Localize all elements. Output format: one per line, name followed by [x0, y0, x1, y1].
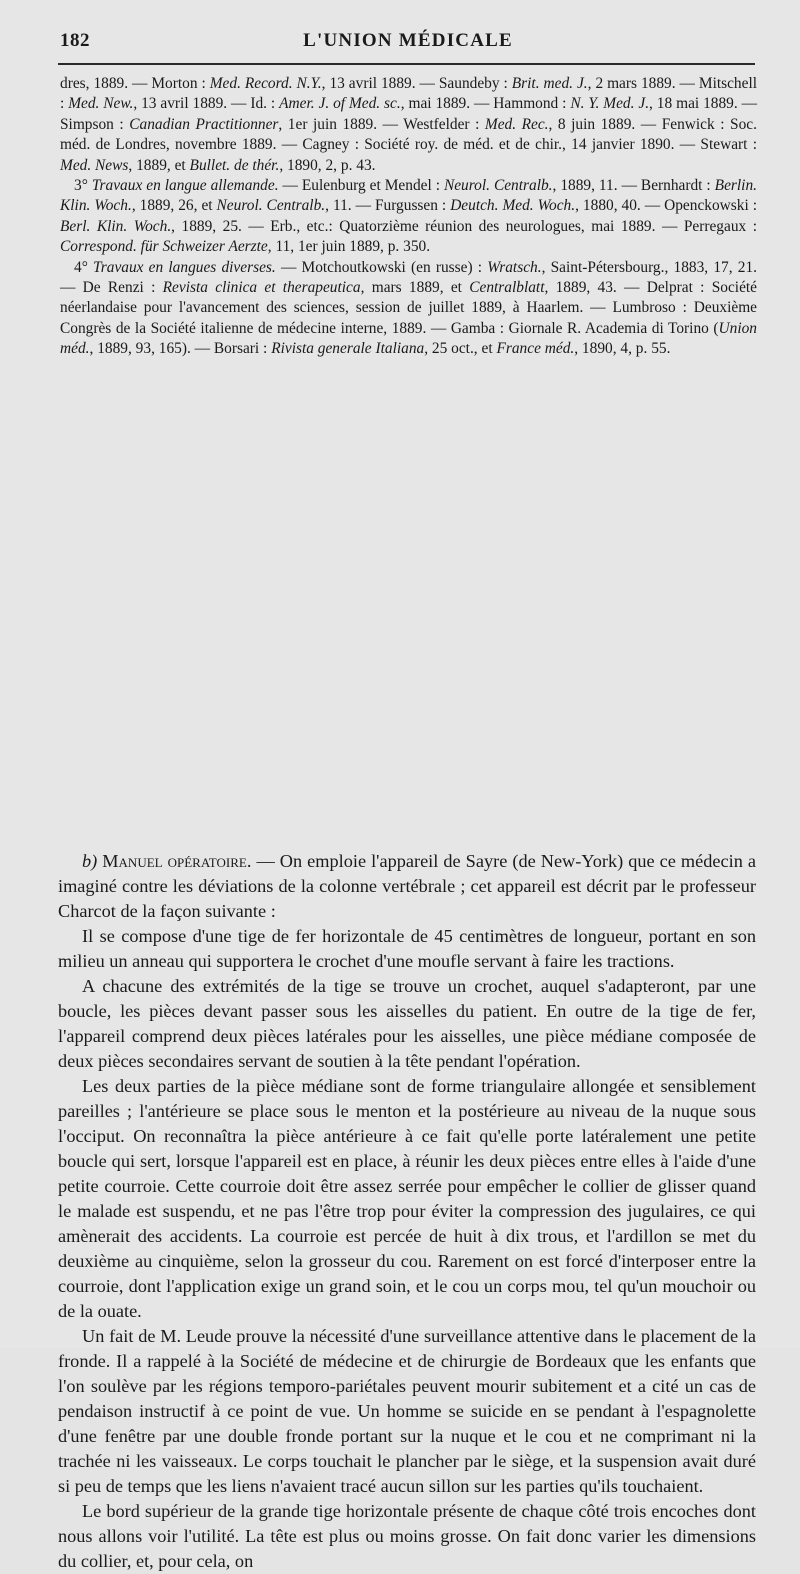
paragraph: Un fait de M. Leude prouve la nécessité d'une surveillance attentive dans le placement de la fronde. Il a rappelé à la Société de médecine et de chirurgie de Bordeaux que les enfants que l'on soulève par les régions temporo-pariétales peuvent mourir subitement et a cité un cas de pendaison instructif à ce point de vue. Un homme se suicide en se pendant à l'espagnolette d'une fenêtre par une double fronde portant sur la nuque et le cou et ne comprimant ni la trachée ni les vaisseaux. Le corps touchait le plancher par le siège, et la suspension avait duré si peu de temps que les liens n'avaient tracé aucun sillon sur les parties qu'ils touchaient.: [58, 1326, 756, 1496]
notes-paragraph: 4° Travaux en langues diverses. — Motchoutkowski (en russe) : Wratsch., Saint-Pétersbourg., 1883, 17, 21. — De Renzi : Revista clinica et therapeutica, mars 1889, et Centralblatt, 1889, 43. — Delprat : Société néerlandaise pour l'avancement des sciences, session de juillet 1889, à Haarlem. — Lumbroso : Deuxième Congrès de la Société italienne de médecine interne, 1889. — Gamba : Giornale R. Academia di Torino (Union méd., 1889, 93, 165). — Borsari : Rivista generale Italiana, 25 oct., et France méd., 1890, 4, p. 55.: [60, 258, 758, 358]
paragraph: Le bord supérieur de la grande tige horizontale présente de chaque côté trois encoches dont nous allons voir l'utilité. La tête est plus ou moins grosse. On fait donc varier les dimensions du collier, et, pour cela, on: [58, 1501, 756, 1571]
paragraph: Il se compose d'une tige de fer horizontale de 45 centimètres de longueur, portant en son milieu un anneau qui supportera le crochet d'une moufle servant à faire les tractions.: [58, 926, 756, 971]
running-title: L'UNION MÉDICALE: [303, 30, 513, 51]
page-header: [58, 28, 758, 62]
notes-paragraph: 3° Travaux en langue allemande. — Eulenburg et Mendel : Neurol. Centralb., 1889, 11. — Bernhardt : Berlin. Klin. Woch., 1889, 26, et Neurol. Centralb., 11. — Furgussen : Deutch. Med. Woch., 1880, 40. — Openckowski : Berl. Klin. Woch., 1889, 25. — Erb., etc.: Quatorzième réunion des neurologues, mai 1889. — Perregaux : Correspond. für Schweizer Aerzte, 11, 1er juin 1889, p. 350.: [60, 177, 757, 256]
header-rule: [58, 63, 755, 65]
page-number: 182: [60, 30, 90, 51]
section-marker: b): [82, 851, 98, 871]
bibliography-notes: [60, 74, 757, 360]
paragraph: A chacune des extrémités de la tige se trouve un crochet, auquel s'adapteront, par une boucle, les pièces devant passer sous les aisselles du patient. En outre de la tige de fer, l'appareil comprend deux pièces latérales pour les aisselles, une pièce médiane composée de deux pièces secondaires servant de soutien à la tête pendant l'opération.: [58, 976, 756, 1071]
paragraph: Les deux parties de la pièce médiane sont de forme triangulaire allongée et sensiblement pareilles ; l'antérieure se place sous le menton et la postérieure au niveau de la nuque sous l'occiput. On reconnaîtra la pièce antérieure à ce fait qu'elle porte latéralement une petite boucle qui sert, lorsque l'appareil est en place, à réunir les deux pièces entre elles à l'aide d'une petite courroie. Cette courroie doit être assez serrée pour empêcher le collier de glisser quand le malade est suspendu, et ne pas l'être trop pour éviter la compression des jugulaires, ce qui amènerait des accidents. La courroie est percée de huit à dix trous, et l'ardillon se met du deuxième au cinquième, selon la grosseur du cou. Rarement on est forcé d'interposer entre la courroie, dont l'application exige un grand soin, et le cou un corps mou, tel qu'un mouchoir ou de la ouate.: [58, 1076, 756, 1321]
page-footer: [0, 1318, 800, 1338]
notes-paragraph: dres, 1889. — Morton : Med. Record. N.Y., 13 avril 1889. — Saundeby : Brit. med. J., 2 mars 1889. — Mitschell : Med. New., 13 avril 1889. — Id. : Amer. J. of Med. sc., mai 1889. — Hammond : N. Y. Med. J., 18 mai 1889. — Simpson : Canadian Practitionner, 1er juin 1889. — Westfelder : Med. Rec., 8 juin 1889. — Fenwick : Soc. méd. de Londres, novembre 1889. — Cagney : Société roy. de méd. et de chir., 14 janvier 1890. — Stewart : Med. News, 1889, et Bullet. de thér., 1890, 2, p. 43.: [60, 75, 758, 174]
main-text: [58, 849, 756, 1574]
section-paragraph: b) Manuel opératoire. — On emploie l'appareil de Sayre (de New-York) que ce médecin a imaginé contre les déviations de la colonne vertébrale ; cet appareil est décrit par le professeur Charcot de la façon suivante :: [58, 851, 757, 921]
section-heading: Manuel opératoire.: [102, 851, 252, 871]
